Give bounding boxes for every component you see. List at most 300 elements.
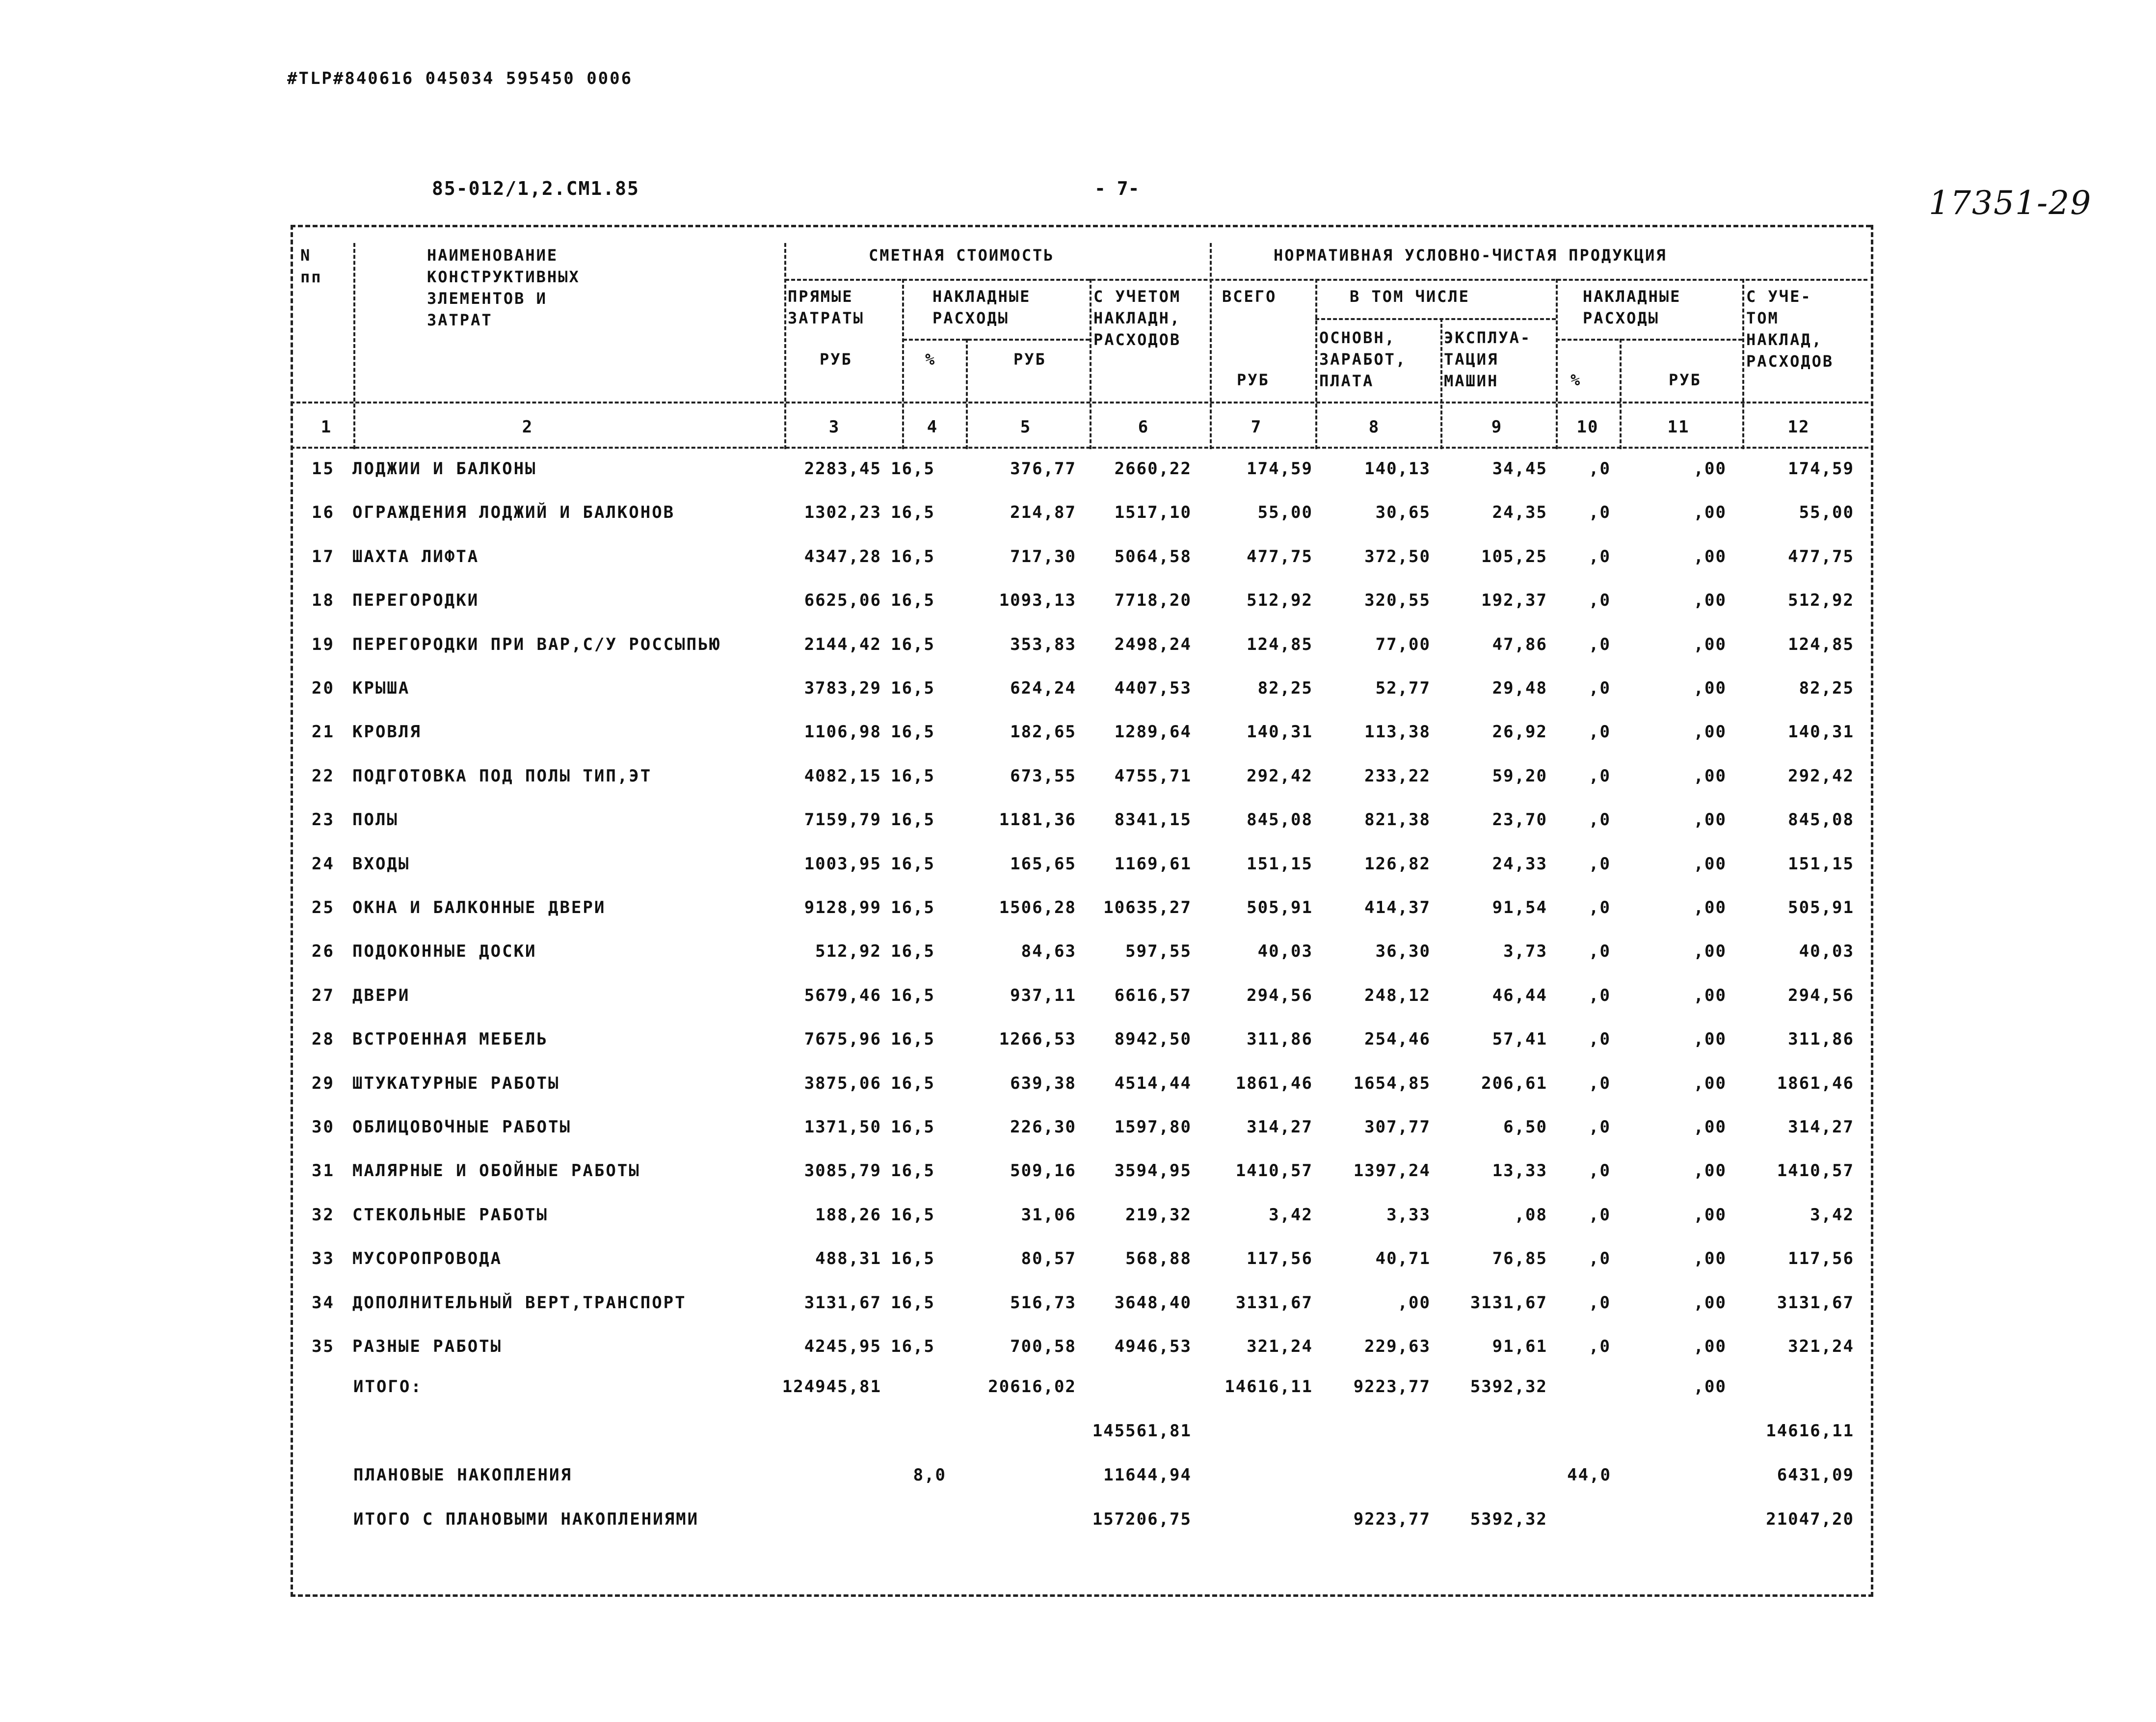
cell-c7: 82,25: [1257, 678, 1313, 698]
cell-c6: 6616,57: [1114, 986, 1192, 1005]
cell-c4: 16,5: [891, 503, 935, 522]
cell-c4: 16,5: [891, 1249, 935, 1268]
cell-c4: 16,5: [891, 1205, 935, 1225]
cell-c7: 40,03: [1257, 942, 1313, 961]
cell-c4: 16,5: [891, 810, 935, 830]
cell-c9: 29,48: [1492, 678, 1547, 698]
cell-c8: 254,46: [1364, 1029, 1431, 1049]
cell-c9: 13,33: [1492, 1161, 1547, 1181]
cell-c4: 16,5: [891, 898, 935, 917]
header-rub-7: РУБ: [1237, 371, 1270, 389]
column-number-6: 6: [1138, 417, 1149, 437]
col-sep-5: [1090, 279, 1091, 449]
cell-c3: 188,26: [815, 1205, 881, 1225]
row-number: 18: [312, 591, 335, 610]
cell-c10: ,0: [1589, 1249, 1611, 1268]
cell-c6: 4514,44: [1114, 1074, 1192, 1093]
cell-c6: 1517,10: [1114, 503, 1192, 522]
row-name: ОГРАЖДЕНИЯ ЛОДЖИЙ И БАЛКОНОВ: [352, 503, 675, 522]
column-number-9: 9: [1491, 417, 1503, 437]
cell-c5: 509,16: [1010, 1161, 1076, 1181]
cell-c7: 3,42: [1269, 1205, 1313, 1225]
cell-c7: 55,00: [1257, 503, 1313, 522]
row-number: 16: [312, 503, 335, 522]
cell-c5: 214,87: [1010, 503, 1076, 522]
column-number-3: 3: [828, 417, 840, 437]
cell-c8: 229,63: [1364, 1337, 1431, 1356]
itogo-c8: 9223,77: [1353, 1377, 1431, 1397]
column-number-1: 1: [320, 417, 332, 437]
cell-c4: 16,5: [891, 1293, 935, 1313]
cell-c8: 307,77: [1364, 1117, 1431, 1137]
col-sep-4: [966, 339, 968, 449]
cell-c8: ,00: [1397, 1293, 1431, 1313]
cell-c9: 91,61: [1492, 1337, 1547, 1356]
cell-c5: 31,06: [1021, 1205, 1076, 1225]
plan-c4: 8,0: [913, 1465, 946, 1485]
column-number-5: 5: [1020, 417, 1032, 437]
cell-c3: 1106,98: [804, 722, 881, 742]
header-rule-3: [1315, 318, 1556, 320]
cell-c12: 512,92: [1788, 591, 1854, 610]
header-s-uche-tom: С УЧЕ- ТОМ НАКЛАД, РАСХОДОВ: [1746, 287, 1834, 371]
cell-c12: 314,27: [1788, 1117, 1854, 1137]
cell-c11: ,00: [1693, 503, 1727, 522]
cell-c12: 321,24: [1788, 1337, 1854, 1356]
header-v-tom: В ТОМ ЧИСЛЕ: [1350, 287, 1470, 306]
cell-c8: 1397,24: [1353, 1161, 1431, 1181]
cell-c8: 320,55: [1364, 591, 1431, 610]
cell-c7: 512,92: [1247, 591, 1313, 610]
cell-c11: ,00: [1693, 1117, 1727, 1137]
cell-c8: 36,30: [1375, 942, 1431, 961]
itogo-plan-c6: 157206,75: [1092, 1509, 1192, 1529]
header-rule-1: [785, 279, 1867, 281]
cell-c11: ,00: [1693, 942, 1727, 961]
cell-c11: ,00: [1693, 459, 1727, 479]
cell-c10: ,0: [1589, 591, 1611, 610]
cell-c3: 5679,46: [804, 986, 881, 1005]
plan-c12: 6431,09: [1777, 1465, 1854, 1485]
col-sep-9: [1556, 279, 1558, 449]
cell-c7: 845,08: [1247, 810, 1313, 830]
cell-c4: 16,5: [891, 854, 935, 874]
cell-c10: ,0: [1589, 854, 1611, 874]
cell-c10: ,0: [1589, 1029, 1611, 1049]
row-name: КРОВЛЯ: [352, 722, 422, 742]
cell-c4: 16,5: [891, 1029, 935, 1049]
row-number: 17: [312, 547, 335, 566]
cell-c11: ,00: [1693, 854, 1727, 874]
row-name: РАЗНЫЕ РАБОТЫ: [352, 1337, 503, 1356]
row-number: 32: [312, 1205, 335, 1225]
cell-c7: 292,42: [1247, 766, 1313, 786]
cell-c10: ,0: [1589, 459, 1611, 479]
row-name: МУСОРОПРОВОДА: [352, 1249, 503, 1268]
row-number: 24: [312, 854, 335, 874]
cell-c6: 568,88: [1125, 1249, 1192, 1268]
cell-c10: ,0: [1589, 722, 1611, 742]
row-number: 33: [312, 1249, 335, 1268]
cell-c4: 16,5: [891, 986, 935, 1005]
row-name: ДВЕРИ: [352, 986, 410, 1005]
page-number: - 7-: [1094, 178, 1140, 199]
row-name: ЛОДЖИИ И БАЛКОНЫ: [352, 459, 537, 479]
itogo-label: ИТОГО:: [353, 1377, 423, 1397]
cell-c10: ,0: [1589, 1074, 1611, 1093]
cell-c9: 34,45: [1492, 459, 1547, 479]
cell-c6: 7718,20: [1114, 591, 1192, 610]
cell-c10: ,0: [1589, 986, 1611, 1005]
cell-c3: 1003,95: [804, 854, 881, 874]
row-name: ПЕРЕГОРОДКИ: [352, 591, 479, 610]
cell-c10: ,0: [1589, 1117, 1611, 1137]
itogo-c5: 20616,02: [988, 1377, 1076, 1397]
cell-c10: ,0: [1589, 942, 1611, 961]
cell-c6: 2498,24: [1114, 635, 1192, 654]
cell-c7: 117,56: [1247, 1249, 1313, 1268]
row-name: ПОЛЫ: [352, 810, 399, 830]
cell-c5: 937,11: [1010, 986, 1076, 1005]
cell-c9: 192,37: [1481, 591, 1547, 610]
cell-c11: ,00: [1693, 1293, 1727, 1313]
col-sep-11: [1742, 279, 1744, 449]
header-code: #TLP#840616 045034 595450 0006: [287, 69, 633, 88]
cell-c11: ,00: [1693, 898, 1727, 917]
row-number: 34: [312, 1293, 335, 1313]
cell-c5: 226,30: [1010, 1117, 1076, 1137]
cell-c5: 84,63: [1021, 942, 1076, 961]
row-name: МАЛЯРНЫЕ И ОБОЙНЫЕ РАБОТЫ: [352, 1161, 640, 1181]
itogo-c12: 14616,11: [1766, 1421, 1854, 1441]
cell-c8: 140,13: [1364, 459, 1431, 479]
cell-c3: 3131,67: [804, 1293, 881, 1313]
cell-c6: 3648,40: [1114, 1293, 1192, 1313]
row-name: ДОПОЛНИТЕЛЬНЫЙ ВЕРТ,ТРАНСПОРТ: [352, 1293, 687, 1313]
cell-c11: ,00: [1693, 1029, 1727, 1049]
cell-c5: 182,65: [1010, 722, 1076, 742]
column-number-2: 2: [522, 417, 533, 437]
cell-c5: 700,58: [1010, 1337, 1076, 1356]
column-number-4: 4: [927, 417, 938, 437]
cell-c9: 46,44: [1492, 986, 1547, 1005]
cell-c7: 124,85: [1247, 635, 1313, 654]
cell-c6: 5064,58: [1114, 547, 1192, 566]
cell-c8: 821,38: [1364, 810, 1431, 830]
row-number: 25: [312, 898, 335, 917]
column-number-8: 8: [1368, 417, 1380, 437]
cell-c6: 8942,50: [1114, 1029, 1192, 1049]
cell-c4: 16,5: [891, 1074, 935, 1093]
cell-c8: 113,38: [1364, 722, 1431, 742]
cell-c9: 3,73: [1503, 942, 1547, 961]
cell-c10: ,0: [1589, 547, 1611, 566]
cell-c6: 219,32: [1125, 1205, 1192, 1225]
cell-c4: 16,5: [891, 1117, 935, 1137]
cell-c5: 1181,36: [999, 810, 1076, 830]
itogo-plan-c9: 5392,32: [1470, 1509, 1547, 1529]
cell-c8: 52,77: [1375, 678, 1431, 698]
cell-c12: 124,85: [1788, 635, 1854, 654]
cell-c12: 140,31: [1788, 722, 1854, 742]
cell-c9: 26,92: [1492, 722, 1547, 742]
cell-c5: 1506,28: [999, 898, 1076, 917]
cell-c11: ,00: [1693, 1074, 1727, 1093]
row-number: 19: [312, 635, 335, 654]
cell-c7: 1410,57: [1235, 1161, 1313, 1181]
cell-c7: 174,59: [1247, 459, 1313, 479]
itogo-c3: 124945,81: [782, 1377, 881, 1397]
cell-c10: ,0: [1589, 1337, 1611, 1356]
cell-c11: ,00: [1693, 591, 1727, 610]
cell-c9: 59,20: [1492, 766, 1547, 786]
header-vsego: ВСЕГО: [1222, 287, 1277, 306]
column-number-12: 12: [1787, 417, 1810, 437]
cell-c10: ,0: [1589, 766, 1611, 786]
cell-c12: 117,56: [1788, 1249, 1854, 1268]
cell-c10: ,0: [1589, 1293, 1611, 1313]
header-pct-10: %: [1570, 371, 1582, 389]
cell-c11: ,00: [1693, 1161, 1727, 1181]
header-nakladnye-2: НАКЛАДНЫЕ РАСХОДЫ: [1583, 287, 1681, 327]
plan-c10: 44,0: [1567, 1465, 1611, 1485]
cell-c7: 151,15: [1247, 854, 1313, 874]
col-sep-1: [353, 243, 355, 449]
cell-c5: 516,73: [1010, 1293, 1076, 1313]
cell-c12: 82,25: [1799, 678, 1854, 698]
cell-c9: 91,54: [1492, 898, 1547, 917]
cell-c11: ,00: [1693, 766, 1727, 786]
cell-c3: 1371,50: [804, 1117, 881, 1137]
cell-c4: 16,5: [891, 1337, 935, 1356]
cell-c12: 55,00: [1799, 503, 1854, 522]
cell-c5: 717,30: [1010, 547, 1076, 566]
cell-c3: 7675,96: [804, 1029, 881, 1049]
cell-c5: 673,55: [1010, 766, 1076, 786]
cell-c5: 80,57: [1021, 1249, 1076, 1268]
cell-c8: 372,50: [1364, 547, 1431, 566]
cell-c3: 7159,79: [804, 810, 881, 830]
cell-c5: 353,83: [1010, 635, 1076, 654]
row-name: ПОДГОТОВКА ПОД ПОЛЫ ТИП,ЭТ: [352, 766, 652, 786]
cell-c9: 6,50: [1503, 1117, 1547, 1137]
itogo-c9: 5392,32: [1470, 1377, 1547, 1397]
header-rub-3: РУБ: [820, 350, 852, 369]
row-name: ОБЛИЦОВОЧНЫЕ РАБОТЫ: [352, 1117, 571, 1137]
cell-c4: 16,5: [891, 766, 935, 786]
cell-c7: 1861,46: [1235, 1074, 1313, 1093]
cell-c9: 3131,67: [1470, 1293, 1547, 1313]
cell-c11: ,00: [1693, 810, 1727, 830]
cell-c3: 4245,95: [804, 1337, 881, 1356]
row-name: ВХОДЫ: [352, 854, 410, 874]
cell-c5: 639,38: [1010, 1074, 1076, 1093]
itogo-plan-c12: 21047,20: [1766, 1509, 1854, 1529]
row-number: 23: [312, 810, 335, 830]
header-n-pp: N пп: [300, 246, 322, 286]
cell-c8: 40,71: [1375, 1249, 1431, 1268]
cell-c9: 47,86: [1492, 635, 1547, 654]
cell-c3: 4082,15: [804, 766, 881, 786]
cell-c5: 624,24: [1010, 678, 1076, 698]
row-name: ШТУКАТУРНЫЕ РАБОТЫ: [352, 1074, 560, 1093]
cell-c3: 1302,23: [804, 503, 881, 522]
cell-c8: 248,12: [1364, 986, 1431, 1005]
header-pryamye: ПРЯМЫЕ ЗАТРАТЫ: [788, 287, 864, 327]
handwritten-note: 17351-29: [1929, 184, 2092, 222]
cell-c4: 16,5: [891, 635, 935, 654]
document-reference: 85-012/1,2.СМ1.85: [432, 178, 639, 199]
cell-c11: ,00: [1693, 986, 1727, 1005]
row-number: 26: [312, 942, 335, 961]
header-ekspl: ЭКСПЛУА- ТАЦИЯ МАШИН: [1444, 328, 1532, 390]
column-number-11: 11: [1667, 417, 1690, 437]
cell-c12: 3,42: [1810, 1205, 1854, 1225]
cell-c3: 488,31: [815, 1249, 881, 1268]
cell-c10: ,0: [1589, 898, 1611, 917]
row-number: 31: [312, 1161, 335, 1181]
cell-c12: 311,86: [1788, 1029, 1854, 1049]
cell-c9: 57,41: [1492, 1029, 1547, 1049]
header-rub-5: РУБ: [1013, 350, 1046, 369]
cell-c7: 321,24: [1247, 1337, 1313, 1356]
header-smetnaya: СМЕТНАЯ СТОИМОСТЬ: [869, 246, 1055, 265]
plan-label: ПЛАНОВЫЕ НАКОПЛЕНИЯ: [353, 1465, 572, 1485]
itogo-c6: 145561,81: [1092, 1421, 1192, 1441]
row-number: 22: [312, 766, 335, 786]
cell-c8: 30,65: [1375, 503, 1431, 522]
header-nakladnye-1: НАКЛАДНЫЕ РАСХОДЫ: [932, 287, 1031, 327]
cell-c3: 3783,29: [804, 678, 881, 698]
cell-c12: 505,91: [1788, 898, 1854, 917]
col-sep-2: [784, 243, 786, 449]
cell-c9: 24,33: [1492, 854, 1547, 874]
cell-c8: 1654,85: [1353, 1074, 1431, 1093]
cell-c11: ,00: [1693, 678, 1727, 698]
cell-c9: ,08: [1514, 1205, 1547, 1225]
cell-c6: 1597,80: [1114, 1117, 1192, 1137]
cell-c12: 40,03: [1799, 942, 1854, 961]
cell-c6: 1169,61: [1114, 854, 1192, 874]
cell-c11: ,00: [1693, 547, 1727, 566]
itogo-c7: 14616,11: [1224, 1377, 1313, 1397]
cell-c3: 3875,06: [804, 1074, 881, 1093]
cell-c6: 1289,64: [1114, 722, 1192, 742]
header-rule-2: [903, 339, 1090, 341]
header-rub-11: РУБ: [1669, 371, 1702, 389]
cell-c10: ,0: [1589, 810, 1611, 830]
cell-c12: 845,08: [1788, 810, 1854, 830]
cell-c10: ,0: [1589, 503, 1611, 522]
cell-c10: ,0: [1589, 1205, 1611, 1225]
header-name: НАИМЕНОВАНИЕ КОНСТРУКТИВНЫХ ЗЛЕМЕНТОВ И ЗАТРАТ: [427, 246, 580, 329]
cell-c5: 1266,53: [999, 1029, 1076, 1049]
cell-c9: 206,61: [1481, 1074, 1547, 1093]
itogo-plan-c8: 9223,77: [1353, 1509, 1431, 1529]
cell-c11: ,00: [1693, 1205, 1727, 1225]
col-sep-3: [902, 279, 904, 449]
row-number: 20: [312, 678, 335, 698]
cell-c7: 294,56: [1247, 986, 1313, 1005]
row-name: ВСТРОЕННАЯ МЕБЕЛЬ: [352, 1029, 548, 1049]
cell-c10: ,0: [1589, 1161, 1611, 1181]
cell-c6: 4946,53: [1114, 1337, 1192, 1356]
cell-c5: 1093,13: [999, 591, 1076, 610]
row-number: 15: [312, 459, 335, 479]
col-sep-7: [1315, 279, 1317, 449]
cell-c7: 477,75: [1247, 547, 1313, 566]
itogo-c11: ,00: [1693, 1377, 1727, 1397]
row-number: 21: [312, 722, 335, 742]
row-name: СТЕКОЛЬНЫЕ РАБОТЫ: [352, 1205, 548, 1225]
cell-c11: ,00: [1693, 635, 1727, 654]
cell-c11: ,00: [1693, 1249, 1727, 1268]
cell-c4: 16,5: [891, 1161, 935, 1181]
cell-c6: 2660,22: [1114, 459, 1192, 479]
cell-c7: 314,27: [1247, 1117, 1313, 1137]
cell-c12: 1861,46: [1777, 1074, 1854, 1093]
cell-c7: 505,91: [1247, 898, 1313, 917]
cell-c5: 376,77: [1010, 459, 1076, 479]
row-number: 35: [312, 1337, 335, 1356]
col-sep-6: [1210, 243, 1212, 449]
cell-c10: ,0: [1589, 678, 1611, 698]
header-rule-5: [291, 402, 1868, 404]
row-number: 28: [312, 1029, 335, 1049]
header-normativnaya: НОРМАТИВНАЯ УСЛОВНО-ЧИСТАЯ ПРОДУКЦИЯ: [1274, 246, 1667, 265]
cell-c11: ,00: [1693, 1337, 1727, 1356]
header-rule-4: [1556, 339, 1742, 341]
cell-c7: 311,86: [1247, 1029, 1313, 1049]
cell-c12: 151,15: [1788, 854, 1854, 874]
column-number-10: 10: [1576, 417, 1599, 437]
row-name: ПОДОКОННЫЕ ДОСКИ: [352, 942, 537, 961]
cell-c3: 6625,06: [804, 591, 881, 610]
cell-c3: 2283,45: [804, 459, 881, 479]
row-number: 30: [312, 1117, 335, 1137]
cell-c3: 9128,99: [804, 898, 881, 917]
cell-c12: 292,42: [1788, 766, 1854, 786]
row-name: ОКНА И БАЛКОННЫЕ ДВЕРИ: [352, 898, 606, 917]
cell-c6: 10635,27: [1103, 898, 1192, 917]
cell-c6: 8341,15: [1114, 810, 1192, 830]
cell-c8: 3,33: [1386, 1205, 1431, 1225]
row-name: ШАХТА ЛИФТА: [352, 547, 479, 566]
cell-c8: 233,22: [1364, 766, 1431, 786]
cell-c9: 24,35: [1492, 503, 1547, 522]
cell-c4: 16,5: [891, 459, 935, 479]
cell-c9: 23,70: [1492, 810, 1547, 830]
cell-c12: 174,59: [1788, 459, 1854, 479]
cell-c3: 512,92: [815, 942, 881, 961]
cell-c5: 165,65: [1010, 854, 1076, 874]
column-number-7: 7: [1251, 417, 1262, 437]
cell-c12: 1410,57: [1777, 1161, 1854, 1181]
cell-c4: 16,5: [891, 547, 935, 566]
cell-c9: 76,85: [1492, 1249, 1547, 1268]
cell-c6: 597,55: [1125, 942, 1192, 961]
cell-c10: ,0: [1589, 635, 1611, 654]
cell-c11: ,00: [1693, 722, 1727, 742]
cell-c4: 16,5: [891, 591, 935, 610]
cell-c8: 126,82: [1364, 854, 1431, 874]
cell-c3: 2144,42: [804, 635, 881, 654]
cell-c6: 4407,53: [1114, 678, 1192, 698]
cell-c4: 16,5: [891, 678, 935, 698]
col-sep-10: [1620, 339, 1622, 449]
header-pct-4: %: [925, 350, 936, 369]
row-number: 27: [312, 986, 335, 1005]
